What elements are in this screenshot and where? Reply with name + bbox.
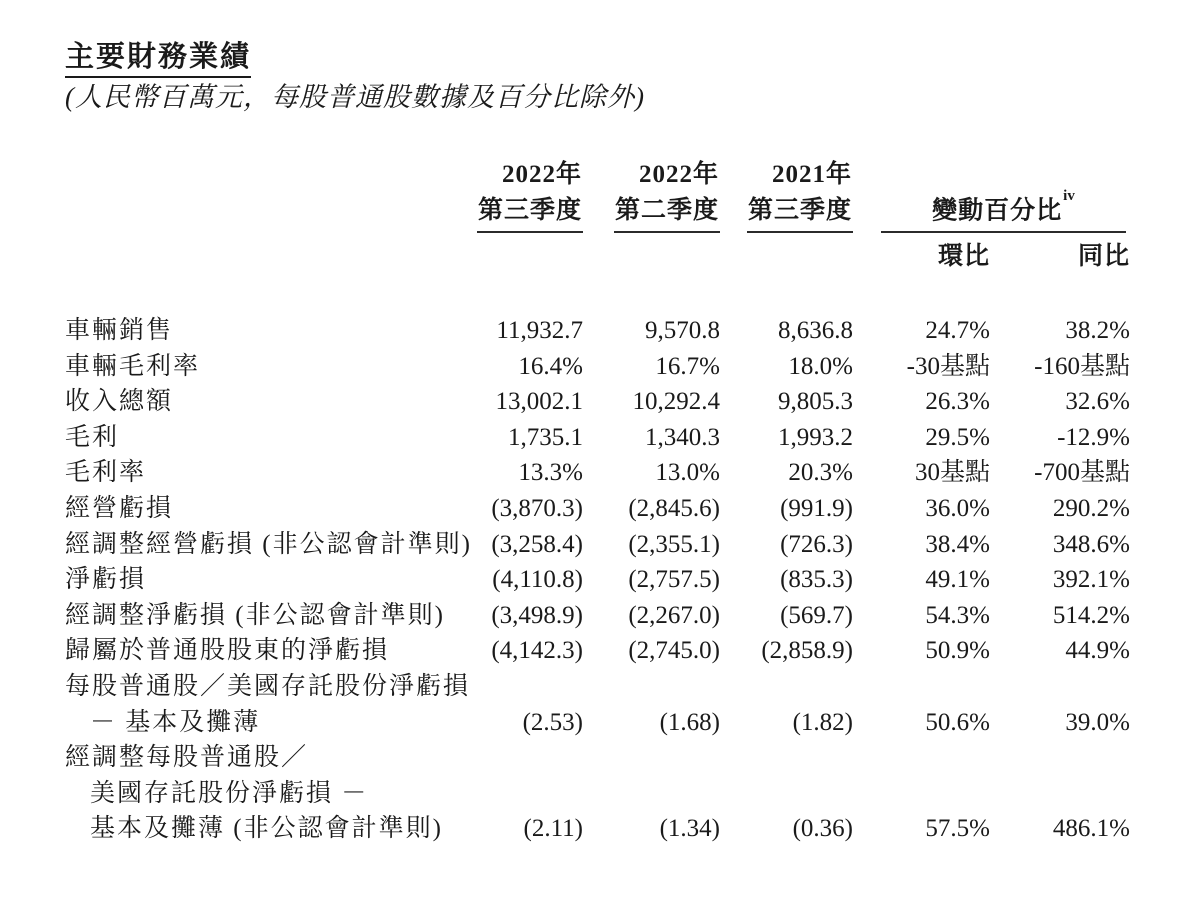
period-quarter: 第二季度 (614, 197, 719, 224)
report-page (0, 40, 1190, 901)
cell-2022-q2: (2,745.0) (628, 637, 720, 665)
table-row (65, 527, 1130, 563)
row-label: 毛利 (65, 423, 120, 451)
footnote-marker: iv (1063, 187, 1075, 204)
period-header-row (65, 157, 1130, 233)
cell-2022-q2: 16.7% (655, 352, 720, 380)
col-header-yoy: 同比 (1077, 243, 1130, 270)
table-row (65, 420, 1130, 456)
cell-yoy: -700基點 (1034, 459, 1130, 487)
row-label: 車輛毛利率 (65, 352, 201, 380)
cell-qoq: 30基點 (914, 459, 990, 487)
cell-qoq: 26.3% (925, 388, 990, 416)
cell-qoq (853, 776, 990, 812)
row-label: 每股普通股／美國存託股份淨虧損 (65, 672, 471, 700)
col-header-2021-q3 (720, 157, 853, 233)
cell-qoq: 49.1% (925, 566, 990, 594)
change-subheader-row (65, 233, 1130, 275)
row-label: 基本及攤薄 (非公認會計準則) (90, 815, 443, 843)
cell-2022-q3: 13.3% (518, 459, 583, 487)
cell-2022-q3 (470, 740, 583, 776)
cell-qoq: 29.5% (925, 423, 990, 451)
table-row (65, 633, 1130, 669)
cell-qoq (853, 669, 990, 705)
col-header-qoq: 環比 (937, 243, 990, 270)
cell-2021-q3: (0.36) (792, 815, 853, 843)
period-year: 2021年 (771, 161, 852, 188)
row-label: 經調整淨虧損 (非公認會計準則) (65, 601, 445, 629)
cell-yoy: 39.0% (1065, 708, 1130, 736)
cell-yoy: -12.9% (1057, 423, 1130, 451)
period-header-box (614, 157, 720, 233)
period-header-box (747, 157, 853, 233)
cell-2021-q3: 8,636.8 (778, 317, 853, 344)
empty-subheader-cell (583, 233, 720, 275)
empty-subheader-cell (65, 233, 470, 275)
cell-2022-q2 (583, 669, 720, 705)
table-row (65, 455, 1130, 491)
row-label: 車輛銷售 (65, 317, 174, 344)
cell-2021-q3: (835.3) (780, 566, 853, 594)
cell-qoq: 38.4% (925, 530, 990, 558)
period-quarter: 第三季度 (747, 197, 852, 224)
row-label: 經調整經營虧損 (非公認會計準則) (65, 530, 472, 558)
cell-yoy: 290.2% (1052, 494, 1130, 522)
cell-yoy: 44.9% (1065, 637, 1130, 665)
cell-2021-q3: (726.3) (780, 530, 853, 558)
cell-2021-q3: 20.3% (788, 459, 853, 487)
cell-2021-q3: 9,805.3 (778, 388, 853, 416)
cell-2021-q3: (991.9) (780, 494, 853, 522)
cell-2022-q2: (1.34) (659, 815, 720, 843)
cell-2022-q3: (3,258.4) (491, 530, 583, 558)
row-label: 淨虧損 (65, 566, 147, 594)
cell-2022-q2: 13.0% (655, 459, 720, 487)
empty-subheader-cell (470, 233, 583, 275)
cell-2022-q2: 9,570.8 (645, 317, 720, 344)
cell-2021-q3: (1.82) (792, 708, 853, 736)
period-quarter: 第三季度 (477, 197, 582, 224)
cell-2021-q3: (569.7) (780, 601, 853, 629)
table-row (65, 705, 1130, 741)
cell-2022-q2 (583, 776, 720, 812)
cell-2022-q3: (4,110.8) (492, 566, 583, 594)
cell-2022-q3: (3,498.9) (491, 601, 583, 629)
col-header-2022-q3 (470, 157, 583, 233)
table-row (65, 349, 1130, 385)
cell-qoq: 57.5% (925, 815, 990, 843)
cell-2021-q3: (2,858.9) (761, 637, 853, 665)
cell-2022-q2 (583, 740, 720, 776)
cell-2022-q2: (2,355.1) (628, 530, 720, 558)
change-header-box (881, 187, 1126, 233)
cell-2022-q3: 16.4% (518, 352, 583, 380)
cell-qoq: 54.3% (925, 601, 990, 629)
empty-header-cell (65, 157, 470, 233)
row-label: 毛利率 (65, 459, 147, 487)
cell-2022-q3: (4,142.3) (491, 637, 583, 665)
cell-2022-q2: (2,267.0) (628, 601, 720, 629)
change-header-label: 變動百分比 (932, 197, 1063, 224)
row-label: － 基本及攤薄 (90, 708, 261, 736)
page-title (65, 40, 1190, 78)
cell-yoy: 38.2% (1065, 317, 1130, 344)
cell-2022-q3 (470, 669, 583, 705)
table-row (65, 562, 1130, 598)
table-row (65, 598, 1130, 634)
cell-yoy: 32.6% (1065, 388, 1130, 416)
cell-qoq: 50.6% (925, 708, 990, 736)
cell-yoy (990, 740, 1130, 776)
col-header-change-pct (853, 157, 1130, 233)
cell-qoq: 50.9% (925, 637, 990, 665)
table-row (65, 776, 1130, 812)
row-label: 收入總額 (65, 388, 174, 416)
table-row (65, 811, 1130, 847)
cell-2022-q3: 13,002.1 (495, 388, 583, 416)
cell-yoy: 392.1% (1052, 566, 1130, 594)
financial-results-table (65, 157, 1130, 847)
cell-2022-q3: (2.11) (523, 815, 583, 843)
cell-2022-q2: 10,292.4 (632, 388, 720, 416)
period-year: 2022年 (638, 161, 719, 188)
cell-2022-q3: (3,870.3) (491, 494, 583, 522)
cell-2022-q2: (1.68) (659, 708, 720, 736)
cell-2022-q3: (2.53) (522, 708, 583, 736)
cell-2022-q2: 1,340.3 (645, 423, 720, 451)
row-label: 美國存託股份淨虧損 － (90, 779, 369, 807)
cell-yoy: 348.6% (1052, 530, 1130, 558)
cell-2021-q3: 18.0% (788, 352, 853, 380)
cell-2022-q2: (2,757.5) (628, 566, 720, 594)
cell-qoq (853, 740, 990, 776)
page-subtitle: (人民幣百萬元，每股普通股數據及百分比除外) (65, 82, 645, 112)
table-row (65, 669, 1130, 705)
page-title-text: 主要財務業績 (65, 40, 251, 78)
cell-2021-q3: 1,993.2 (778, 423, 853, 451)
period-year: 2022年 (501, 161, 582, 188)
cell-2022-q3 (470, 776, 583, 812)
cell-qoq: 24.7% (925, 317, 990, 344)
row-label: 歸屬於普通股股東的淨虧損 (65, 637, 390, 665)
row-label: 經營虧損 (65, 494, 174, 522)
empty-subheader-cell (720, 233, 853, 275)
table-row (65, 275, 1130, 349)
table-row (65, 384, 1130, 420)
cell-2022-q3: 1,735.1 (508, 423, 583, 451)
cell-qoq: 36.0% (925, 494, 990, 522)
cell-yoy: 486.1% (1052, 815, 1130, 843)
cell-2022-q3: 11,932.7 (496, 317, 583, 344)
col-header-2022-q2 (583, 157, 720, 233)
cell-2022-q2: (2,845.6) (628, 494, 720, 522)
table-row (65, 740, 1130, 776)
period-header-box (477, 157, 583, 233)
cell-yoy (990, 776, 1130, 812)
cell-yoy (990, 669, 1130, 705)
cell-2021-q3 (720, 776, 853, 812)
cell-2021-q3 (720, 669, 853, 705)
cell-qoq: -30基點 (906, 352, 990, 380)
cell-yoy: -160基點 (1034, 352, 1130, 380)
cell-yoy: 514.2% (1052, 601, 1130, 629)
table-row (65, 491, 1130, 527)
cell-2021-q3 (720, 740, 853, 776)
row-label: 經調整每股普通股／ (65, 744, 309, 772)
